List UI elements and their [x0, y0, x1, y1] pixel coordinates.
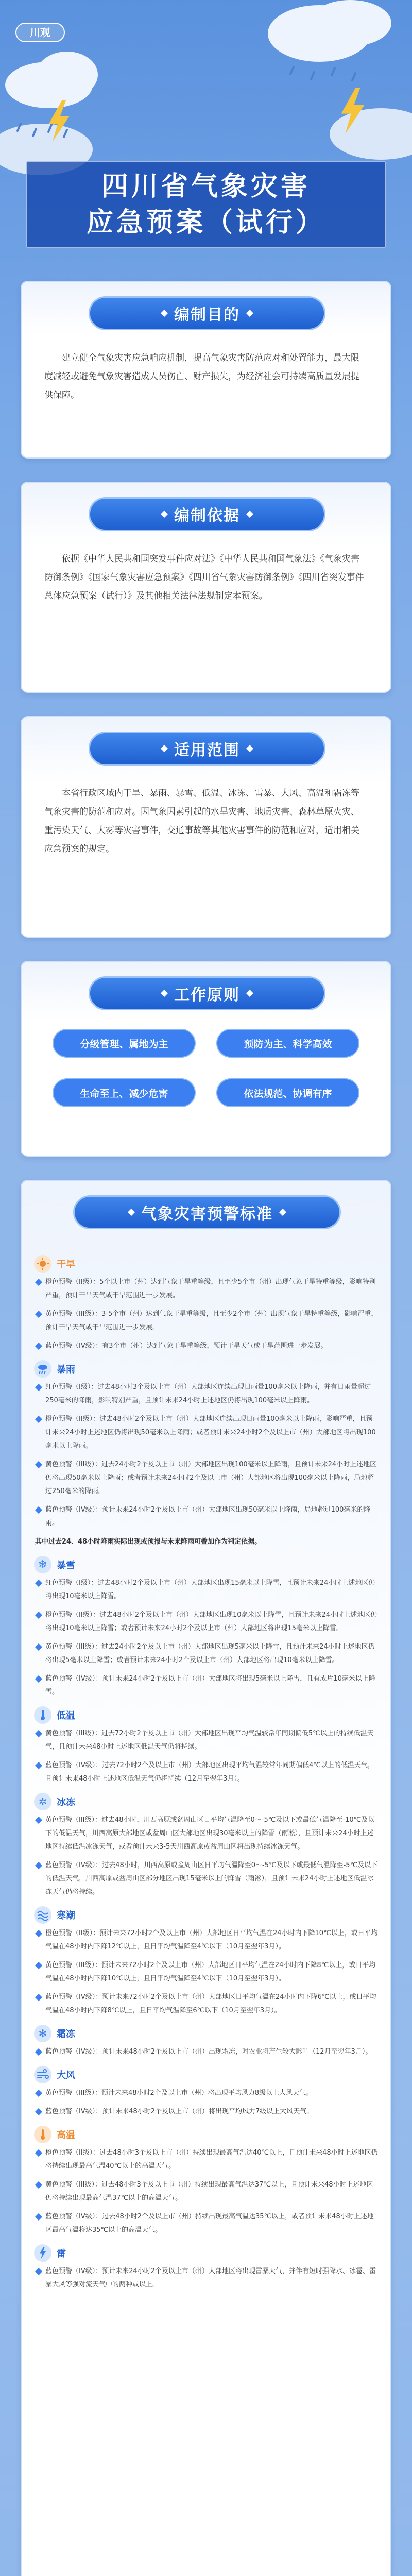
scope-text: 本省行政区域内干旱、暴雨、暴雪、低温、冰冻、雷暴、大风、高温和霜冻等气象灾害的防范和应对。因气象因素引起的水旱灾害、地质灾害、森林草原火灾、重污染天气、大雾等灾害事件，交通事故等其他灾害事件的防范和应对，适用相关应急预案的规定。: [44, 788, 359, 854]
diamond-icon: [161, 745, 168, 752]
hazard-name: 雷: [57, 2248, 66, 2259]
thermometer-icon: [34, 1706, 52, 1724]
warning-level: 红色预警（I级）：过去48小时2个及以上市（州）大部地区出现15毫米以上降雪，且预计未来24小时上述地区仍将出现10毫米以上降雪。: [34, 1577, 378, 1603]
diamond-icon: [161, 511, 168, 518]
cloud-icon: [36, 52, 98, 98]
title-line-1: 四川省气象灾害: [101, 171, 311, 202]
warning-level: 蓝色预警（IV级）：有3个市（州）达到气象干旱重等级，预计干旱天气或干旱范围进一步发展。: [34, 1340, 378, 1353]
page-title: [26, 161, 386, 248]
hazard-heading: [34, 2244, 378, 2262]
cloud-icon: [309, 0, 391, 46]
warning-level: 蓝色预警（IV级）：预计未来48小时2个及以上市（州）将出现平均风力7级以上大风天气。: [34, 2105, 378, 2119]
basis-card: [21, 482, 391, 693]
principle-item: 依法规范、协调有序: [216, 1078, 359, 1107]
hazard-heading: [34, 2066, 378, 2083]
principles-title: 工作原则: [174, 986, 240, 1004]
warning-level: 黄色预警（III级）：过去72小时2个及以上市（州）大部地区出现平均气温较常年同期偏低5℃以上的持续低温天气，且预计未来48小时上述地区低温天气仍将持续。: [34, 1727, 378, 1754]
diamond-icon: [161, 990, 168, 997]
warning-level: 黄色预警（III级）：过去48小时3个及以上市（州）持续出现最高气温达37℃以上，且预计未来48小时上述地区仍将持续出现最高气温37℃以上的高温天气。: [34, 2178, 378, 2205]
warning-level: 橙色预警（II级）：5个以上市（州）达到气象干旱重等级，且至少5个市（州）出现气象干旱特重等级，影响特别严重，预计干旱天气或干旱范围进一步发展。: [34, 1276, 378, 1302]
warning-level: 蓝色预警（IV级）：过去48小时，川西高原或盆周山区日平均气温降至0～-5℃及以下或最低气温降至-5℃及以下的低温天气，川西高原或盆周山区部分地区出现15毫米以上的降雪（雨凇），且预计未来24小时上述地区低温冰冻天气仍将持续。: [34, 1859, 378, 1899]
warning-header: [73, 1195, 341, 1229]
wind-icon: [34, 2066, 52, 2083]
hazard-name: 高温: [57, 2130, 75, 2141]
diamond-icon: [246, 511, 253, 518]
principle-item: 生命至上、减少危害: [53, 1078, 196, 1107]
sun-icon: [34, 1255, 52, 1273]
warning-level: 黄色预警（III级）：预计未来72小时2个及以上市（州）大部地区日平均气温在24小时内下降8℃以上，或日平均气温在48小时内下降10℃以上，且日平均气温降至4℃以下（10月至翌年3月）。: [34, 1959, 378, 1986]
purpose-title: 编制目的: [174, 306, 240, 324]
hazard-name: 寒潮: [57, 1910, 75, 1921]
basis-text: 依据《中华人民共和国突发事件应对法》《中华人民共和国气象法》《气象灾害防御条例》《国家气象灾害应急预案》《四川省气象灾害防御条例》《四川省突发事件总体应急预案（试行）》及其他相关法律法规制定本预案。: [44, 554, 364, 601]
hazard-heading: [34, 2126, 378, 2143]
hero: [0, 0, 412, 268]
warning-level: 黄色预警（III级）：过去24小时2个及以上市（州）大部地区出现5毫米以上降雪，且预计未来24小时上述地区仍将出现5毫米以上降雪；或者预计未来24小时2个及以上市（州）大部地区将出现10毫米以上降雪。: [34, 1640, 378, 1667]
hazard-heading: [34, 2025, 378, 2042]
warning-level: 黄色预警（III级）：过去24小时2个及以上市（州）大部地区出现100毫米以上降雨，且预计未来24小时上述地区仍将出现50毫米以上降雨；或者预计未来24小时2个及以上市（州）大部地区将出现100毫米以上降雨，局地超过250毫米的降雨。: [34, 1458, 378, 1498]
brand-badge: 川观: [15, 23, 65, 42]
lightning-icon: [337, 88, 368, 134]
hazard-heading: [34, 1255, 378, 1273]
basis-header: [89, 497, 325, 531]
hazard-heading: [34, 1906, 378, 1924]
principles-card: [21, 961, 391, 1157]
diamond-icon: [161, 310, 168, 317]
warning-level: 黄色预警（III级）：预计未来48小时2个及以上市（州）将出现平均风力8级以上大风天气。: [34, 2087, 378, 2100]
title-line-2: 应急预案（试行）: [86, 207, 325, 238]
warning-level: 蓝色预警（IV级）：预计未来72小时2个及以上市（州）大部地区日平均气温在24小时内下降6℃以上，或日平均气温在48小时内下降8℃以上，且日平均气温降至6℃以下（10月至翌年3月）。: [34, 1991, 378, 2018]
warning-level: 黄色预警（III级）：过去48小时，川西高原或盆周山区日平均气温降至0～-5℃及以下或最低气温降至-10℃及以下的低温天气，川西高原大部地区或盆周山区大部地区出现30毫米以上的降雪（雨凇），且预计未来24小时上述地区持续低温冰冻天气，或者预计未来3-5天川西高原或盆周山区将出现持续冰冻天气。: [34, 1814, 378, 1854]
warning-level: 黄色预警（III级）：3-5个市（州）达到气象干旱重等级，且至少2个市（州）出现气象干旱特重等级，影响严重，预计干旱天气或干旱范围进一步发展。: [34, 1308, 378, 1334]
hazard-name: 暴雨: [57, 1364, 75, 1375]
scope-header: [89, 732, 325, 766]
hazard-name: 大风: [57, 2070, 75, 2081]
hazard-heading: [34, 1793, 378, 1810]
warning-level: 红色预警（I级）：过去48小时3个及以上市（州）大部地区连续出现日雨量100毫米以上降雨，并有日雨量超过250毫米的降雨，影响特别严重，且预计未来24小时上述地区仍将出现100毫米以上降雨。: [34, 1381, 378, 1408]
purpose-header: [89, 296, 325, 330]
hazard-name: 暴雪: [57, 1560, 75, 1571]
diamond-icon: [246, 310, 253, 317]
warning-level: 蓝色预警（IV级）：预计未来24小时2个及以上市（州）大部地区将出现雷暴天气，并伴有短时强降水、冰雹、雷暴大风等强对流天气中的两种或以上。: [34, 2265, 378, 2292]
hazard-heading: [34, 1360, 378, 1378]
warning-level: 橙色预警（II级）：过去48小时2个及以上市（州）大部地区连续出现日雨量100毫米以上降雨，影响严重，且预计未来24小时上述地区仍将出现50毫米以上降雨；或者预计未来24小时2个及以上市（州）大部地区将出现100毫米以上降雨。: [34, 1413, 378, 1453]
scope-card: [21, 716, 391, 938]
diamond-icon: [246, 990, 253, 997]
thunder-icon: [34, 2244, 52, 2262]
hazard-name: 低温: [57, 1710, 75, 1721]
principles-grid: [53, 1029, 359, 1107]
warning-level: 橙色预警（II级）：过去48小时2个及以上市（州）大部地区出现10毫米以上降雪，且预计未来24小时上述地区仍将出现10毫米以上降雪；或者预计未来24小时2个及以上市（州）大部地区将出现15毫米以上降雪。: [34, 1608, 378, 1635]
purpose-text: 建立健全气象灾害应急响应机制，提高气象灾害防范应对和处置能力，最大限度减轻或避免气象灾害造成人员伤亡、财产损失，为经济社会可持续高质量发展提供保障。: [44, 353, 359, 400]
heat-icon: [34, 2126, 52, 2143]
diamond-icon: [128, 1209, 135, 1216]
warning-title: 气象灾害预警标准: [141, 1205, 273, 1223]
hazard-name: 霜冻: [57, 2029, 75, 2040]
diamond-icon: [279, 1209, 286, 1216]
warning-level: 橙色预警（II级）：预计未来72小时2个及以上市（州）大部地区日平均气温在24小时内下降10℃以上，或日平均气温在48小时内下降12℃以上，且日平均气温降至4℃以下（10月至翌年3月）。: [34, 1927, 378, 1954]
warning-level: 蓝色预警（IV级）：预计未来24小时2个及以上市（州）大部地区出现50毫米以上降雨，局地超过100毫米的降雨。: [34, 1503, 378, 1530]
warning-card: [21, 1180, 391, 2576]
rain-drops-icon: [288, 62, 371, 93]
hazard-heading: [34, 1706, 378, 1724]
ice-icon: ✲: [34, 1793, 52, 1810]
warning-level: 蓝色预警（IV级）：预计未来48小时2个及以上市（州）出现霜冻，对农业将产生较大影响（12月至翌年3月）。: [34, 2045, 378, 2059]
snow-icon: ❄: [34, 1556, 52, 1573]
warning-level: 蓝色预警（IV级）：过去72小时2个及以上市（州）大部地区出现平均气温较常年同期偏低4℃以上的低温天气，且预计未来48小时上述地区低温天气仍将持续（12月至翌年3月）。: [34, 1759, 378, 1786]
hazard-heading: [34, 1556, 378, 1573]
frost-icon: ✻: [34, 2025, 52, 2042]
hazard-name: 干旱: [57, 1259, 75, 1270]
warning-level: 橙色预警（II级）：过去48小时3个及以上市（州）持续出现最高气温达40℃以上，且预计未来48小时上述地区仍将持续出现最高气温40℃以上的高温天气。: [34, 2146, 378, 2173]
purpose-card: [21, 281, 391, 459]
warning-note: 其中过去24、48小时降雨实际出现或预报与未来降雨可叠加作为判定依据。: [35, 1538, 262, 1546]
warning-level: 蓝色预警（IV级）：预计未来24小时2个及以上市（州）大部地区将出现5毫米以上降雪，且有成片10毫米以上降雪。: [34, 1672, 378, 1699]
warning-level: 蓝色预警（IV级）：过去48小时2个及以上市（州）持续出现最高气温达35℃以上，或者预计未来48小时上述地区最高气温将达35℃以上的高温天气。: [34, 2210, 378, 2237]
principle-item: 预防为主、科学高效: [216, 1029, 359, 1058]
cold-wave-icon: [34, 1906, 52, 1924]
diamond-icon: [246, 745, 253, 752]
scope-title: 适用范围: [174, 741, 240, 759]
rain-icon: [34, 1360, 52, 1378]
principles-header: [89, 976, 325, 1010]
warning-list: [34, 1248, 378, 2297]
basis-title: 编制依据: [174, 507, 240, 525]
hazard-name: 冰冻: [57, 1797, 75, 1808]
principle-item: 分级管理、属地为主: [53, 1029, 196, 1058]
rain-drops-icon: [15, 118, 77, 149]
